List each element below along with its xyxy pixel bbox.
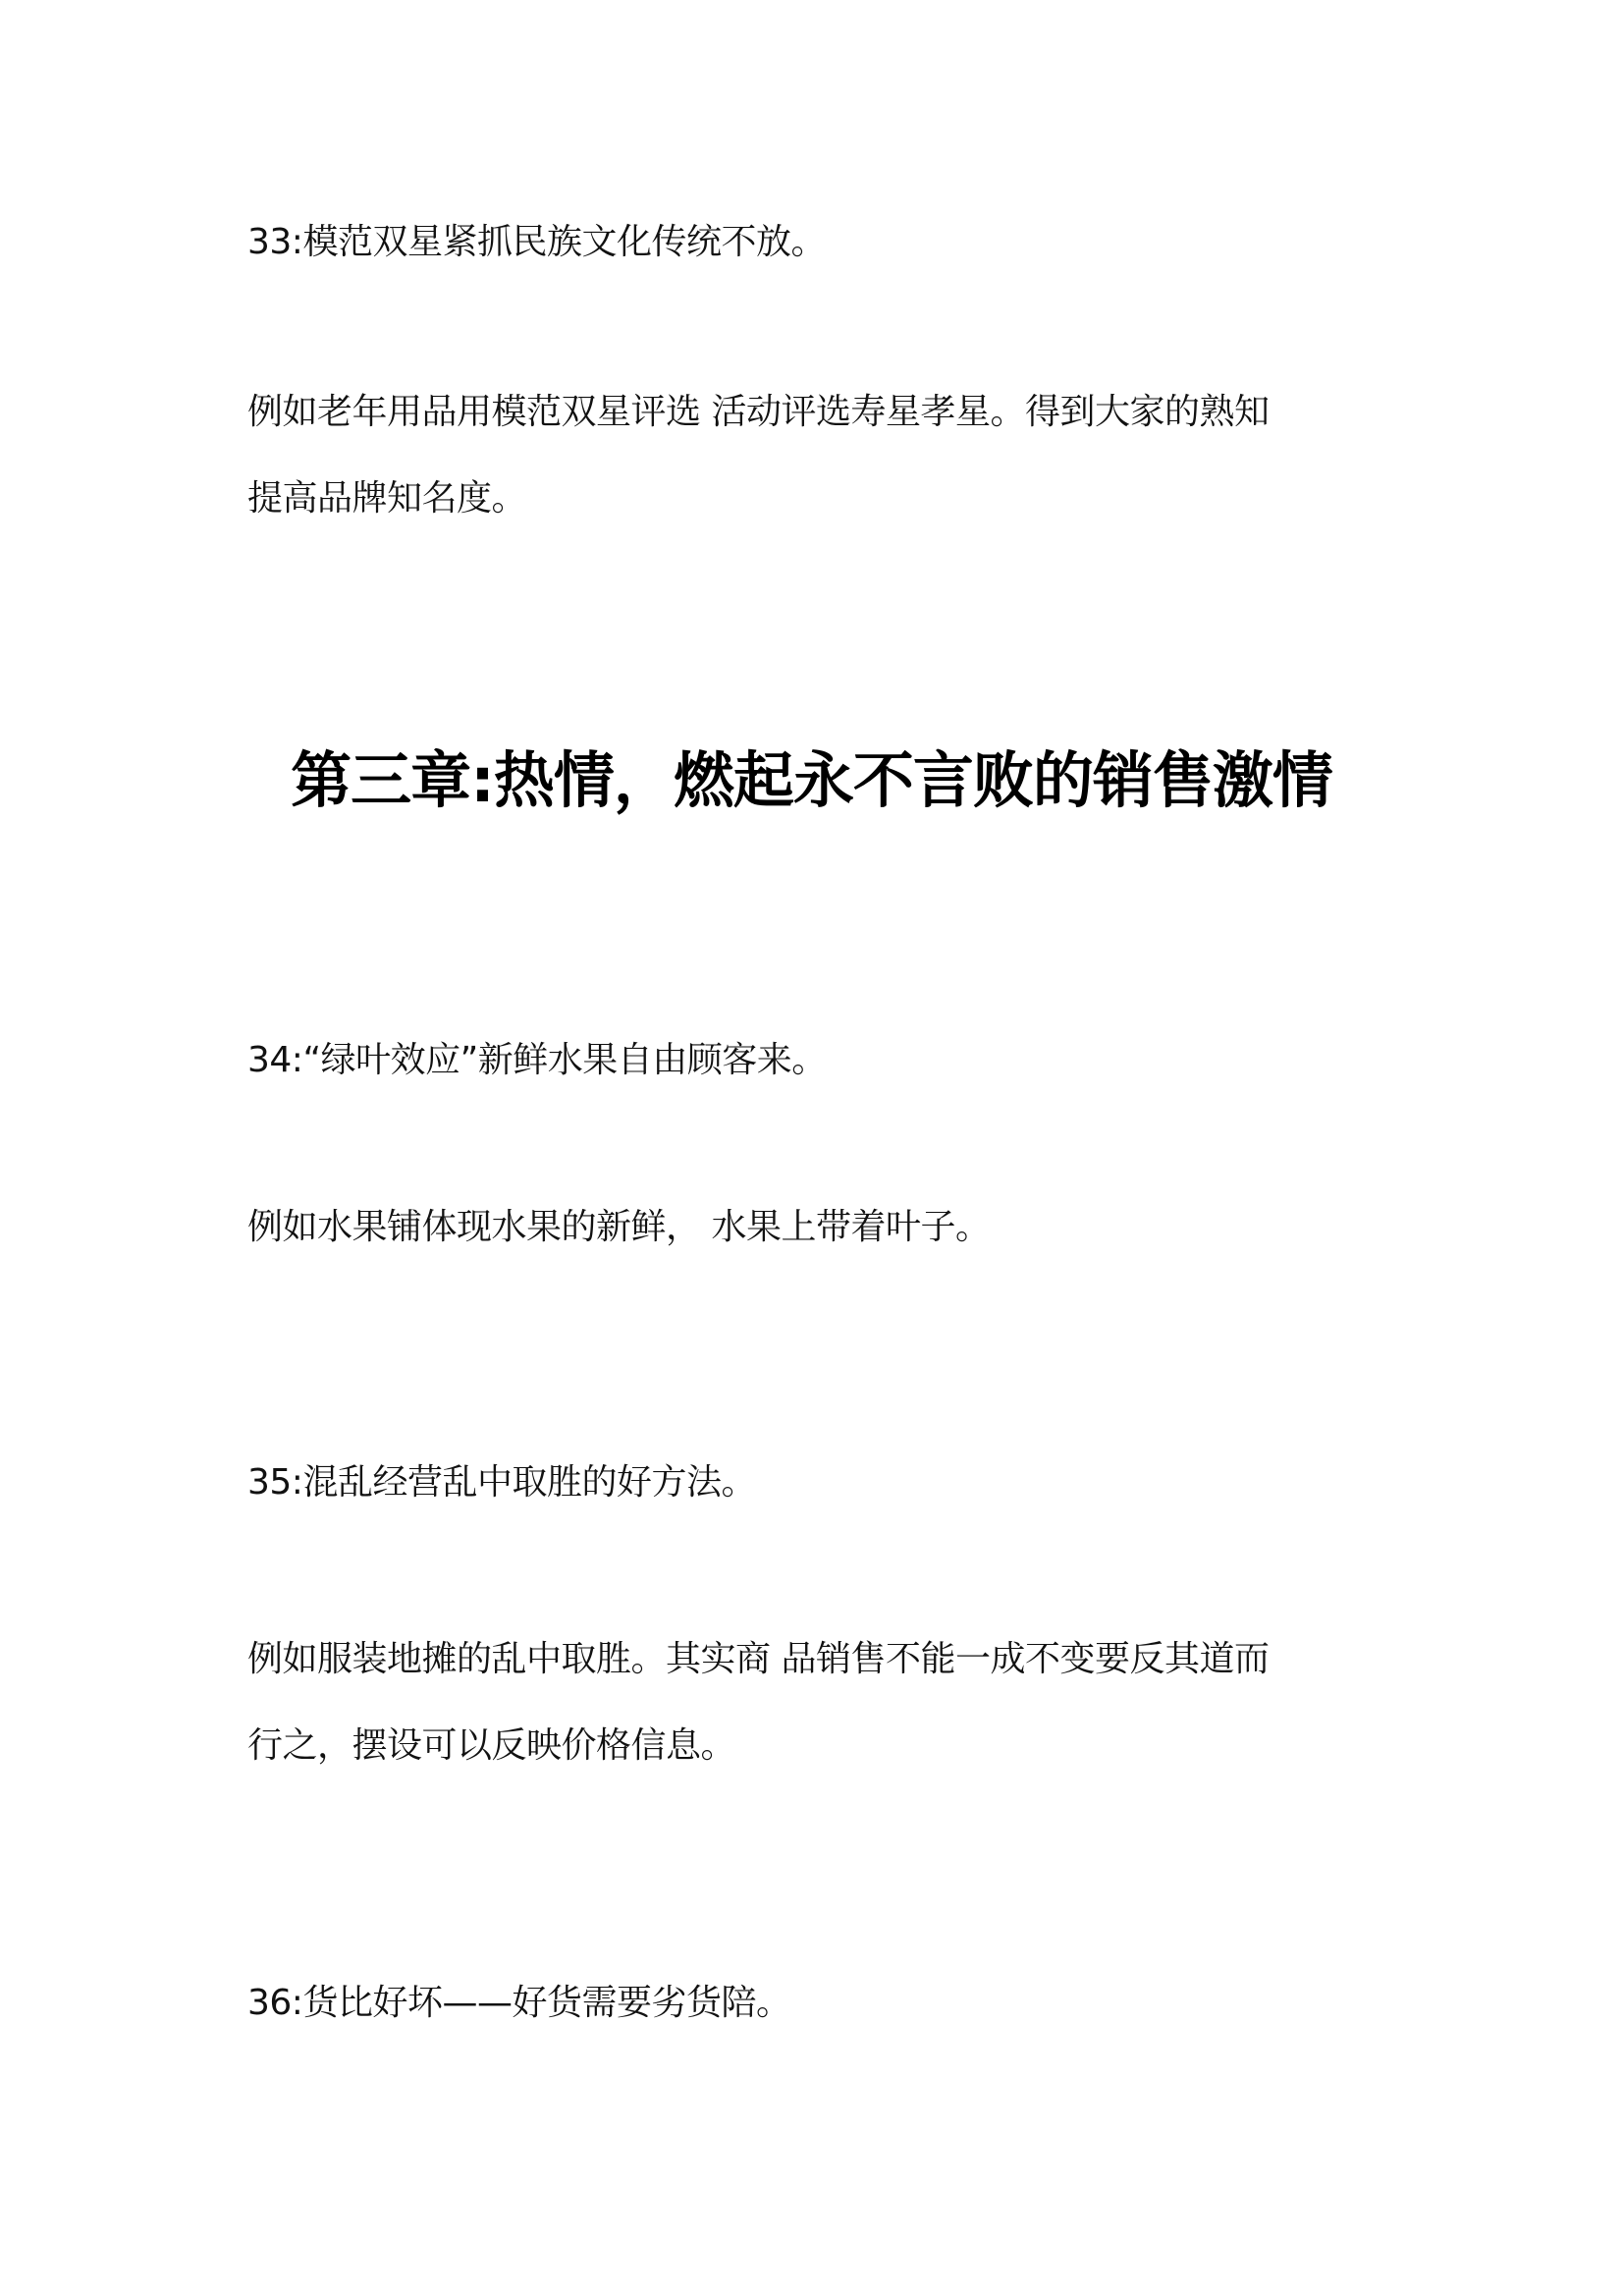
item-34-title: 34:“绿叶效应”新鲜水果自由顾客来。: [247, 1040, 827, 1080]
item-35-example-line-2: 行之，摆设可以反映价格信息。: [247, 1725, 736, 1766]
item-36-title: 36:货比好坏——好货需要劣货陪。: [247, 1983, 791, 2023]
item-35-title: 35:混乱经营乱中取胜的好方法。: [247, 1462, 756, 1503]
item-33-title: 33:模范双星紧抓民族文化传统不放。: [247, 222, 826, 262]
item-33-example-line-2: 提高品牌知名度。: [247, 478, 527, 519]
item-35-example-line-1: 例如服装地摊的乱中取胜。其实商 品销售不能一成不变要反其道而: [247, 1639, 1270, 1679]
item-33-example-line-1: 例如老年用品用模范双星评选 活动评选寿星孝星。得到大家的熟知: [247, 392, 1270, 432]
item-34-example-line-1: 例如水果铺体现水果的新鲜， 水果上带着叶子。: [247, 1207, 991, 1247]
chapter-heading: 第三章:热情，燃起永不言败的销售激情: [291, 744, 1332, 816]
